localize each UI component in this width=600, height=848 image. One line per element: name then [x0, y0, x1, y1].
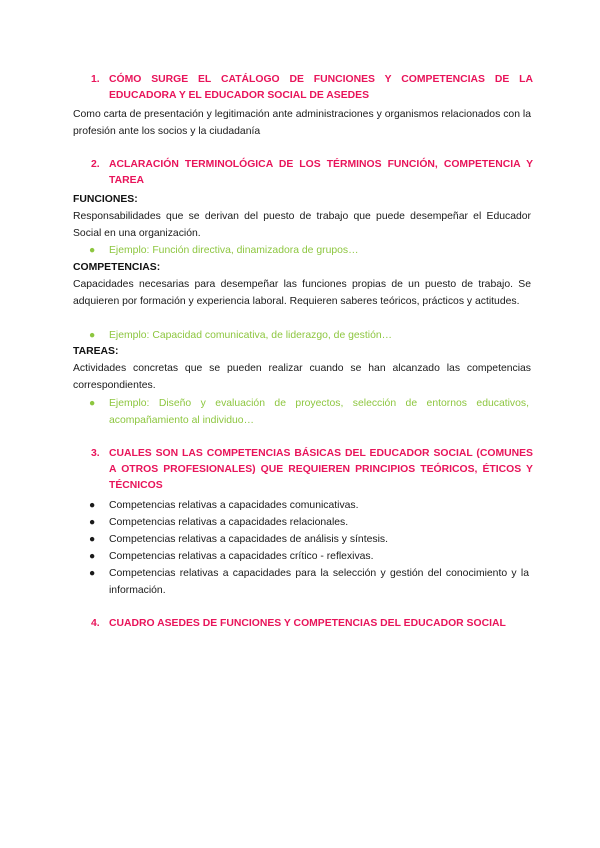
competencias-example [89, 327, 529, 344]
competencia-item [89, 497, 529, 514]
funciones-example-text: Ejemplo: Función directiva, dinamizadora de grupos… [109, 245, 359, 256]
tareas-example [89, 395, 529, 429]
section-2-title: ACLARACIÓN TERMINOLÓGICA DE LOS TÉRMINOS FUNCIÓN, COMPETENCIA Y TAREA [109, 159, 533, 186]
tareas-example-text: Ejemplo: Diseño y evaluación de proyectos, selección de entornos educativos, acompañamiento al individuo… [109, 398, 529, 426]
competencia-item [89, 548, 529, 565]
section-2-heading [93, 157, 533, 189]
bullet-icon: ● [89, 568, 96, 579]
bullet-icon: ● [89, 517, 96, 528]
competencia-item [89, 514, 529, 531]
funciones-text: Responsabilidades que se derivan del puesto de trabajo que puede desempeñar el Educador Social en una organización. [73, 211, 531, 239]
competencia-item-text: Competencias relativas a capacidades relacionales. [109, 517, 349, 528]
section-1-title: CÓMO SURGE EL CATÁLOGO DE FUNCIONES Y COMPETENCIAS DE LA EDUCADORA Y EL EDUCADOR SOCIAL DE ASEDES [109, 74, 533, 101]
section-3-title: CUALES SON LAS COMPETENCIAS BÁSICAS DEL EDUCADOR SOCIAL (COMUNES A OTROS PROFESIONALES) QUE REQUIEREN PRINCIPIOS TEÓRICOS, ÉTICOS Y TÉCNICOS [109, 448, 533, 491]
competencia-item-text: Competencias relativas a capacidades de análisis y síntesis. [109, 534, 388, 545]
competencias-example-text: Ejemplo: Capacidad comunicativa, de liderazgo, de gestión… [109, 330, 393, 341]
bullet-icon: ● [89, 330, 96, 341]
bullet-icon: ● [89, 398, 96, 409]
bullet-icon: ● [89, 534, 96, 545]
section-2-number: 2. [91, 159, 100, 170]
section-4-number: 4. [91, 618, 100, 629]
tareas-text: Actividades concretas que se pueden realizar cuando se han alcanzado las competencias correspondientes. [73, 363, 531, 391]
competencia-item-text: Competencias relativas a capacidades comunicativas. [109, 500, 359, 511]
funciones-example [89, 242, 529, 259]
competencia-item [89, 531, 529, 548]
competencias-text: Capacidades necesarias para desempeñar las funciones propias de un puesto de trabajo. Se adquieren por formación y experiencia laboral. Requieren saberes teóricos, prácticos y actitudes. [73, 279, 531, 307]
funciones-label: FUNCIONES: [73, 194, 138, 205]
section-1-number: 1. [91, 74, 100, 85]
tareas-label: TAREAS: [73, 346, 119, 357]
bullet-icon: ● [89, 500, 96, 511]
section-3-number: 3. [91, 448, 100, 459]
section-1-heading [93, 72, 533, 104]
competencias-label: COMPETENCIAS: [73, 262, 161, 273]
bullet-icon: ● [89, 245, 96, 256]
competencia-item-text: Competencias relativas a capacidades crítico - reflexivas. [109, 551, 374, 562]
section-4-heading [93, 616, 533, 632]
section-4-title: CUADRO ASEDES DE FUNCIONES Y COMPETENCIAS DEL EDUCADOR SOCIAL [109, 618, 506, 629]
competencia-item-text: Competencias relativas a capacidades para la selección y gestión del conocimiento y la información. [109, 568, 529, 596]
competencia-item [89, 565, 529, 599]
section-3-heading [93, 446, 533, 494]
bullet-icon: ● [89, 551, 96, 562]
section-1-body: Como carta de presentación y legitimación ante administraciones y organismos relacionados con la profesión ante los socios y la ciudadanía [73, 109, 531, 137]
